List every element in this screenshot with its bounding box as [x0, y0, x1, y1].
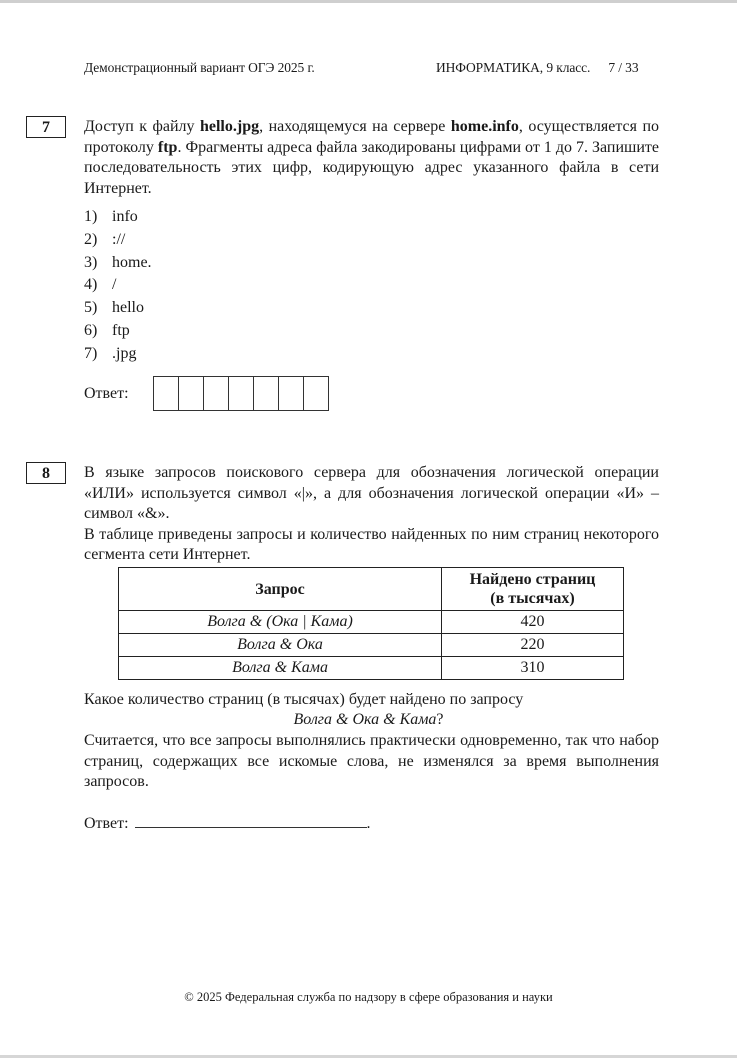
header-subject-label: ИНФОРМАТИКА, 9 класс.	[436, 60, 591, 75]
header-pages-line-2: (в тысячах)	[490, 590, 575, 607]
answer-cell[interactable]	[154, 377, 179, 410]
option-text: info	[112, 208, 138, 225]
task-7-number-box: 7	[26, 116, 66, 138]
task-8-number-box: 8	[26, 462, 66, 484]
footer-copyright: © 2025 Федеральная служба по надзору в сфере образования и науки	[184, 990, 553, 1004]
option-number: 3)	[84, 253, 98, 271]
task-8-answer-label: Ответ:	[84, 815, 129, 832]
header-pages	[442, 568, 624, 611]
option-number: 4)	[84, 276, 98, 294]
option-text: hello	[112, 299, 144, 317]
task-7-text-part: . Фрагменты адреса файла закодированы цифрами от 1 до 7. Запишите последовательность этих цифр, кодирующую адрес указанного файла в сети Интернет.	[84, 138, 659, 197]
option-text: ftp	[112, 321, 130, 339]
task-7-answer-label: Ответ:	[84, 385, 129, 402]
answer-cell[interactable]	[304, 377, 329, 410]
option-number: 2)	[84, 230, 98, 248]
answer-cell[interactable]	[204, 377, 229, 410]
task-7-answer-cells	[153, 376, 329, 411]
task-8-note: Считается, что все запросы выполнялись практически одновременно, так что набор страниц, содержащих все искомые слова, не изменялся за время выполнения запросов.	[84, 732, 659, 790]
option-item	[84, 252, 152, 275]
query-cell: Волга & Кама	[119, 657, 442, 680]
task-8-paragraph-2: В таблице приведены запросы и количество найденных по ним страниц некоторого сегмента сети Интернет.	[84, 525, 659, 563]
task-7-file-name: hello.jpg	[199, 118, 260, 135]
pages-cell: 310	[442, 657, 624, 680]
task-8-answer-blank[interactable]	[135, 813, 367, 828]
query-results-table	[118, 567, 624, 680]
table-row	[119, 657, 624, 680]
answer-end-period: .	[366, 815, 371, 832]
question-mark: ?	[436, 711, 444, 728]
option-number: 1)	[84, 208, 98, 225]
option-item	[84, 206, 152, 229]
table-row	[119, 611, 624, 634]
pages-cell: 220	[442, 634, 624, 657]
page-number: 7 / 33	[608, 60, 639, 75]
header-exam-title: Демонстрационный вариант ОГЭ 2025 г.	[84, 60, 315, 75]
question-query-text: Волга & Ока & Кама	[293, 711, 437, 728]
header-pages-line-1: Найдено страниц	[469, 571, 596, 588]
task-7-text-part: , осуществляется по протоколу	[84, 118, 660, 156]
query-cell: Волга & (Ока | Кама)	[119, 611, 442, 634]
option-text: /	[112, 276, 117, 294]
task-7-options-list	[84, 206, 152, 366]
option-item	[84, 274, 152, 297]
option-item	[84, 320, 152, 343]
header-subject	[436, 60, 638, 76]
query-cell: Волга & Ока	[119, 634, 442, 657]
task-7-text-part: Доступ к файлу	[84, 118, 200, 135]
pages-cell: 420	[442, 611, 624, 634]
answer-cell[interactable]	[229, 377, 254, 410]
option-item	[84, 229, 152, 252]
answer-cell[interactable]	[179, 377, 204, 410]
task-8-paragraph-1: В языке запросов поискового сервера для обозначения логической операции «ИЛИ» используется символ «|», а для обозначения логической операции «И» – символ «&».	[84, 464, 659, 522]
table-row	[119, 634, 624, 657]
option-item	[84, 343, 152, 366]
task-7-server-name: home.info	[450, 118, 519, 135]
option-number: 6)	[84, 321, 98, 339]
task-7-protocol: ftp	[157, 138, 178, 156]
task-8-answer	[84, 813, 371, 833]
task-8-question-query	[0, 710, 737, 731]
task-7-text	[84, 117, 659, 199]
option-text: home.	[112, 253, 152, 271]
header-query: Запрос	[119, 568, 442, 611]
task-8-question: Какое количество страниц (в тысячах) будет найдено по запросу	[84, 691, 524, 708]
answer-cell[interactable]	[254, 377, 279, 410]
option-number: 5)	[84, 299, 98, 317]
option-item	[84, 297, 152, 320]
option-text: .jpg	[112, 344, 137, 362]
answer-cell[interactable]	[279, 377, 304, 410]
option-number: 7)	[84, 344, 98, 362]
table-header-row	[119, 568, 624, 611]
top-page-border	[0, 0, 737, 3]
option-text: ://	[112, 230, 126, 248]
task-7-text-part: , находящемуся на сервере	[259, 118, 451, 135]
